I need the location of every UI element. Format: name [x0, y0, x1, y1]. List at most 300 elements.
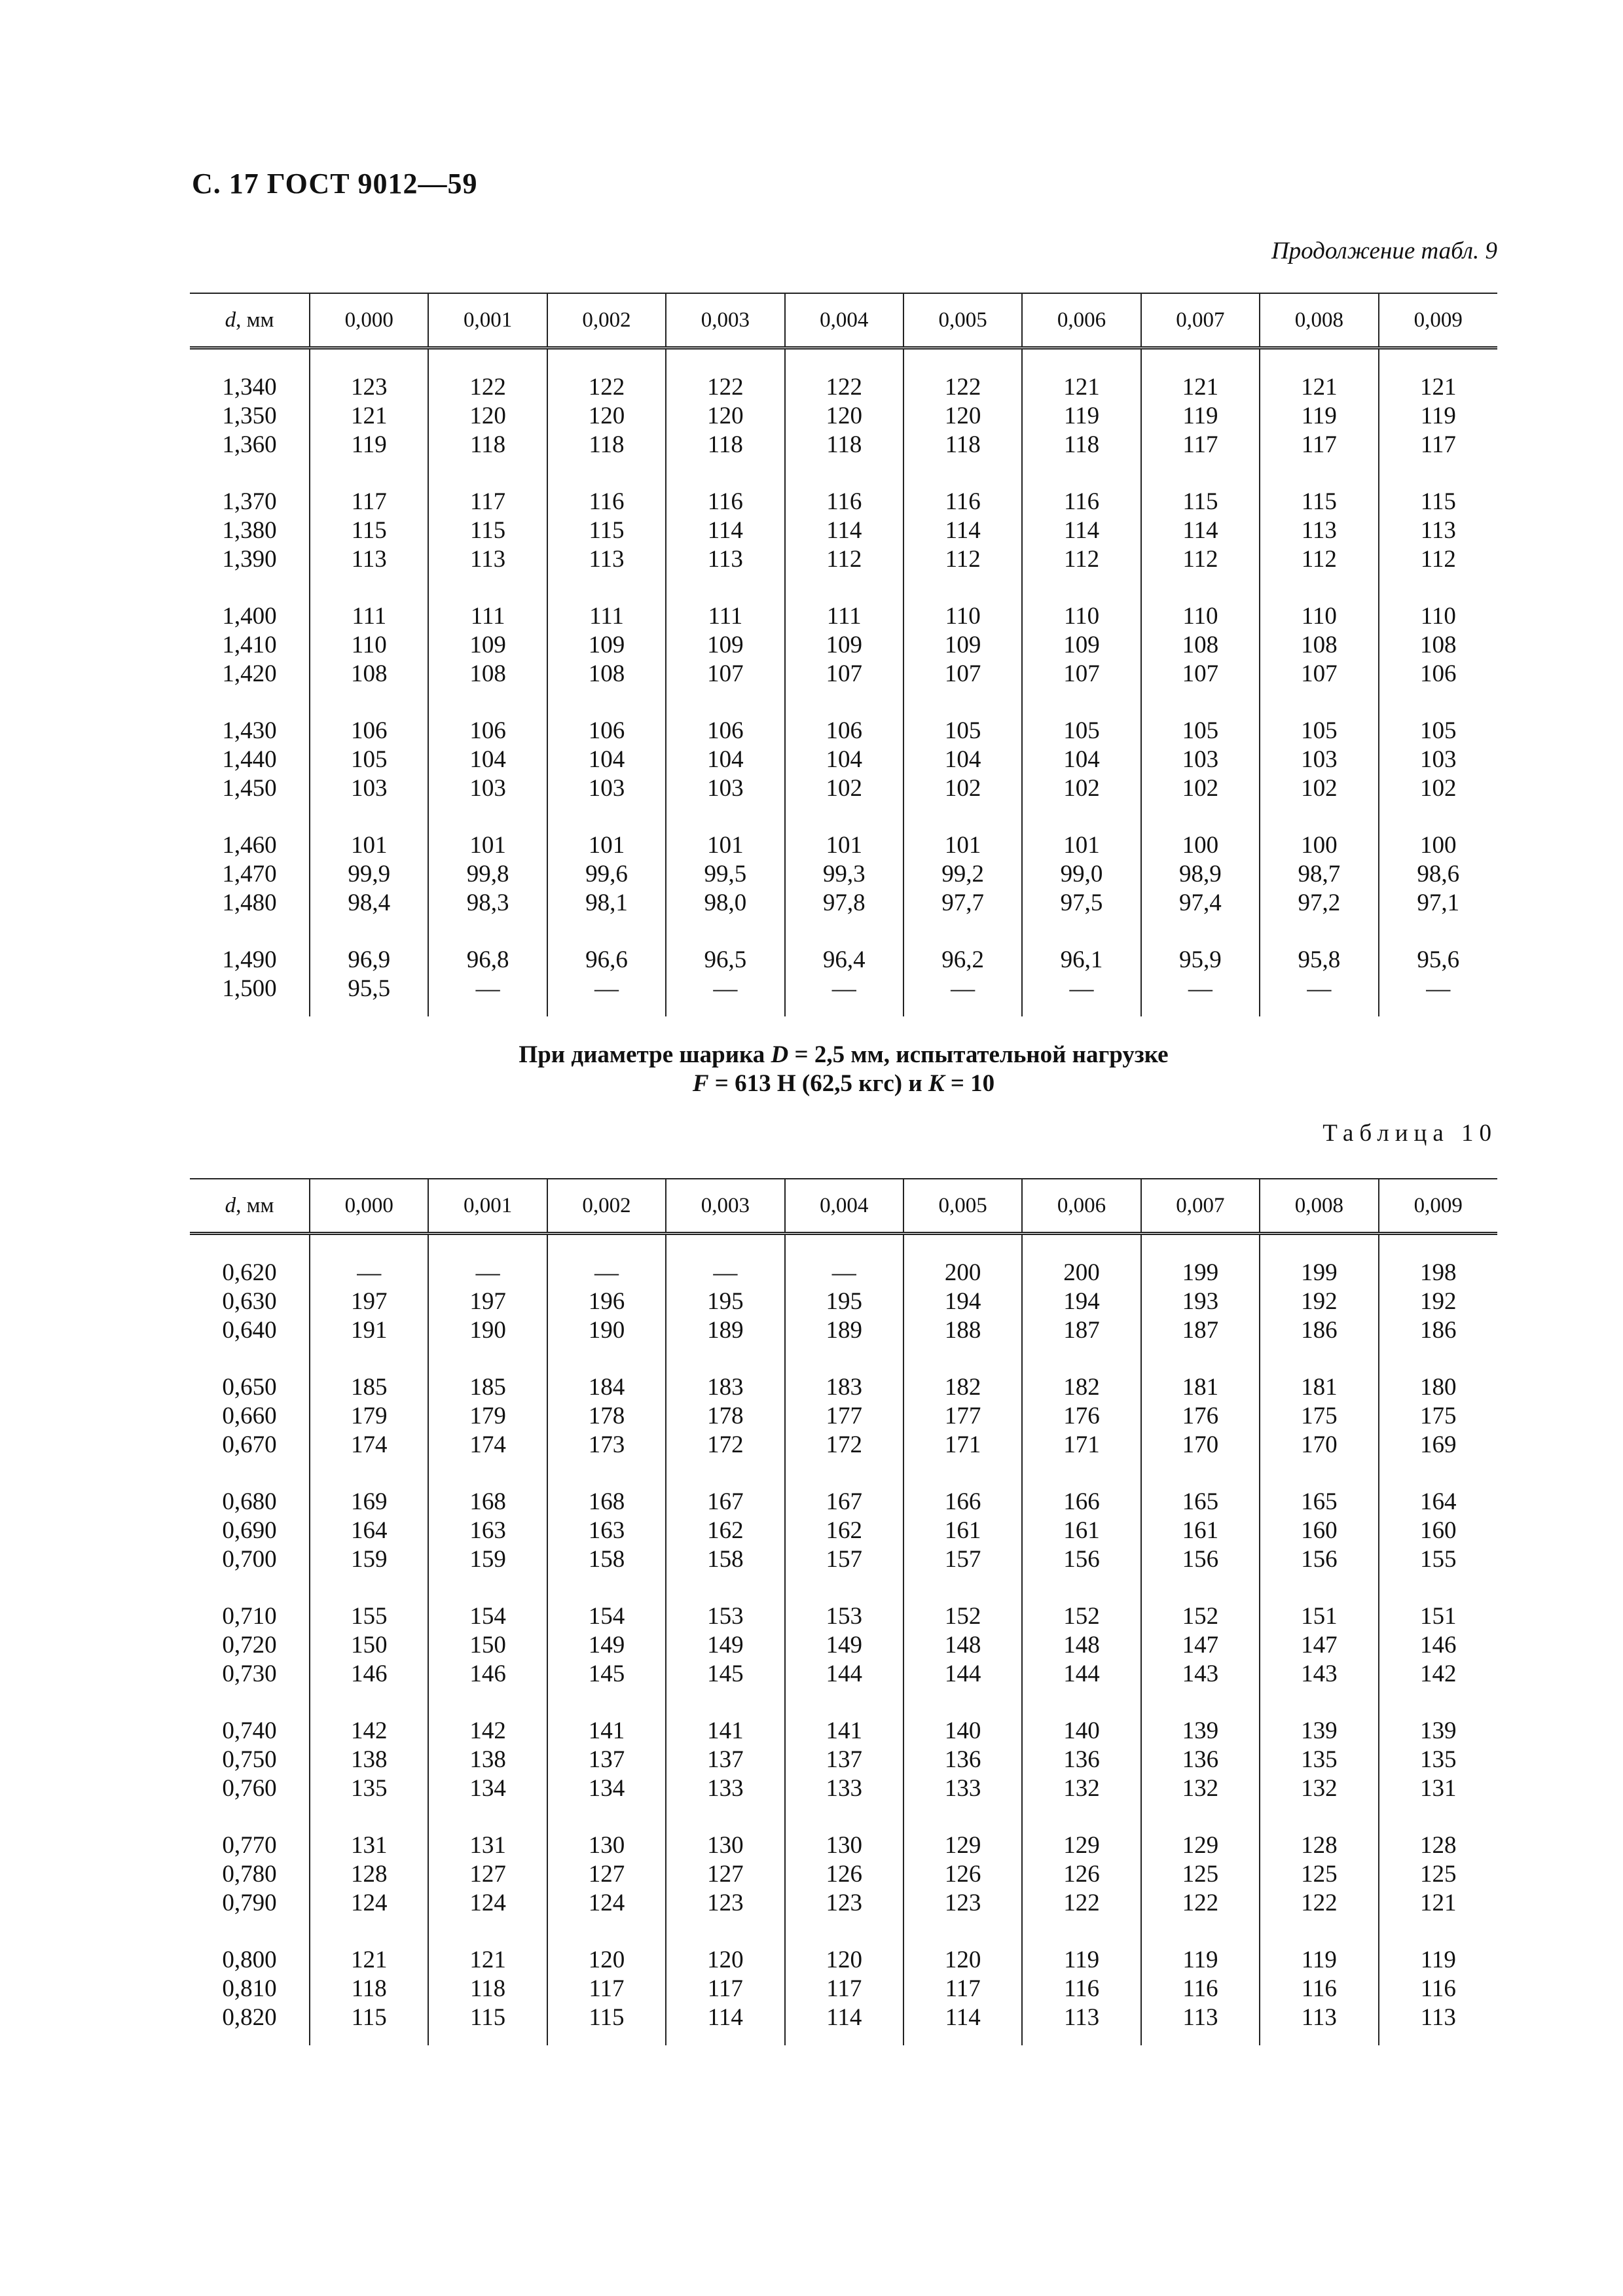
hardness-value: 105: [310, 745, 428, 774]
row-d-value: 1,390: [222, 546, 277, 573]
page-title: С. 17 ГОСТ 9012—59: [192, 168, 478, 200]
hardness-value: —: [785, 975, 903, 1016]
hardness-value: 119: [1260, 1918, 1378, 1975]
hardness-value: 96,5: [666, 918, 784, 975]
hardness-value: 119: [1379, 402, 1497, 431]
hardness-value: 102: [1260, 774, 1378, 803]
hardness-value: 133: [666, 1774, 784, 1803]
hardness-value: 170: [1260, 1431, 1378, 1460]
table-row: [190, 689, 1497, 745]
table-row: [190, 402, 1497, 431]
hardness-value: 111: [547, 574, 666, 631]
column-header: 0,000: [310, 293, 428, 348]
hardness-value: 114: [1141, 516, 1260, 545]
hardness-value: 160: [1379, 1516, 1497, 1545]
hardness-value: —: [547, 975, 666, 1016]
hardness-value: 158: [547, 1545, 666, 1574]
hardness-value: 179: [310, 1402, 428, 1431]
hardness-value: 119: [1141, 402, 1260, 431]
hardness-value: 185: [428, 1345, 547, 1402]
hardness-value: —: [666, 975, 784, 1016]
hardness-value: 131: [1379, 1774, 1497, 1803]
hardness-value: 111: [785, 574, 903, 631]
hardness-value: 163: [547, 1516, 666, 1545]
hardness-value: 105: [1022, 689, 1140, 745]
hardness-value: 180: [1379, 1345, 1497, 1402]
hardness-value: 114: [1022, 516, 1140, 545]
hardness-value: 123: [666, 1889, 784, 1918]
row-d-value: 1,450: [222, 775, 277, 802]
hardness-value: 167: [666, 1460, 784, 1516]
hardness-value: 152: [903, 1574, 1022, 1631]
row-d-value: 1,480: [222, 889, 277, 916]
row-d-value: 0,730: [222, 1660, 277, 1687]
hardness-value: 112: [1141, 545, 1260, 574]
hardness-value: 122: [1141, 1889, 1260, 1918]
hardness-value: 107: [1022, 660, 1140, 689]
hardness-value: 173: [547, 1431, 666, 1460]
hardness-value: 107: [666, 660, 784, 689]
hardness-value: 167: [785, 1460, 903, 1516]
row-d-value: 0,680: [222, 1488, 277, 1515]
row-d-value: 0,740: [222, 1717, 277, 1744]
column-header: 0,007: [1141, 293, 1260, 348]
table-row: [190, 631, 1497, 660]
hardness-value: 109: [666, 631, 784, 660]
hardness-value: 164: [310, 1516, 428, 1545]
hardness-value: 176: [1141, 1402, 1260, 1431]
hardness-value: 101: [1022, 803, 1140, 860]
hardness-value: 118: [785, 431, 903, 459]
hardness-value: 172: [785, 1431, 903, 1460]
hardness-value: 124: [547, 1889, 666, 1918]
table-row: [190, 348, 1497, 403]
hardness-value: 117: [666, 1975, 784, 2003]
hardness-value: 115: [1260, 459, 1378, 516]
hardness-value: 122: [903, 348, 1022, 403]
hardness-value: 191: [310, 1316, 428, 1345]
hardness-value: 122: [428, 348, 547, 403]
row-d-value: 0,780: [222, 1861, 277, 1888]
table-row: [190, 1460, 1497, 1516]
hardness-value: 122: [1022, 1889, 1140, 1918]
hardness-value: 99,5: [666, 860, 784, 889]
hardness-value: 117: [903, 1975, 1022, 2003]
hardness-value: 169: [310, 1460, 428, 1516]
hardness-value: 197: [310, 1287, 428, 1316]
hardness-value: 117: [310, 459, 428, 516]
hardness-value: 111: [428, 574, 547, 631]
d-unit: , мм: [236, 1193, 274, 1217]
table9-body: [190, 348, 1497, 1017]
hardness-value: 114: [903, 516, 1022, 545]
hardness-value: 119: [1022, 1918, 1140, 1975]
hardness-value: 113: [1141, 2003, 1260, 2045]
hardness-value: 108: [1379, 631, 1497, 660]
hardness-value: 199: [1260, 1234, 1378, 1288]
hardness-value: 120: [903, 1918, 1022, 1975]
column-header: 0,005: [903, 1179, 1022, 1234]
hardness-value: 114: [666, 2003, 784, 2045]
row-d-value: 0,710: [222, 1603, 277, 1630]
hardness-value: 113: [1379, 2003, 1497, 2045]
column-header: 0,001: [428, 293, 547, 348]
table9: [190, 293, 1497, 1016]
hardness-value: 117: [547, 1975, 666, 2003]
hardness-value: 121: [1379, 348, 1497, 403]
hardness-value: 143: [1141, 1660, 1260, 1689]
column-header: 0,009: [1379, 293, 1497, 348]
hardness-value: —: [428, 975, 547, 1016]
hardness-value: —: [666, 1234, 784, 1288]
hardness-value: 117: [1141, 431, 1260, 459]
hardness-value: 109: [428, 631, 547, 660]
row-d-value: 0,790: [222, 1890, 277, 1916]
hardness-value: 113: [1260, 516, 1378, 545]
hardness-value: 102: [1379, 774, 1497, 803]
hardness-value: 138: [428, 1746, 547, 1774]
hardness-value: 196: [547, 1287, 666, 1316]
table10-body: [190, 1234, 1497, 2046]
hardness-value: —: [1260, 975, 1378, 1016]
row-d-value: 0,770: [222, 1832, 277, 1859]
table10-caption: Таблица 10: [1322, 1120, 1497, 1147]
hardness-value: 101: [785, 803, 903, 860]
hardness-value: 119: [1022, 402, 1140, 431]
column-header: 0,007: [1141, 1179, 1260, 1234]
column-header: 0,008: [1260, 1179, 1378, 1234]
hardness-value: 130: [547, 1803, 666, 1860]
hardness-value: 105: [1141, 689, 1260, 745]
hardness-value: 104: [428, 745, 547, 774]
column-header: 0,002: [547, 1179, 666, 1234]
hardness-value: 120: [666, 1918, 784, 1975]
hardness-value: 109: [785, 631, 903, 660]
hardness-value: 159: [428, 1545, 547, 1574]
row-d-value: 1,490: [222, 946, 277, 973]
hardness-value: 113: [547, 545, 666, 574]
row-d-value: 0,810: [222, 1975, 277, 2002]
hardness-value: 137: [547, 1746, 666, 1774]
hardness-value: 189: [666, 1316, 784, 1345]
hardness-value: 156: [1260, 1545, 1378, 1574]
hardness-value: 117: [785, 1975, 903, 2003]
hardness-value: 183: [785, 1345, 903, 1402]
hardness-value: 116: [1260, 1975, 1378, 2003]
hardness-value: 194: [1022, 1287, 1140, 1316]
column-header: 0,003: [666, 293, 784, 348]
row-d-value: 1,460: [222, 832, 277, 859]
row-d-value: 1,420: [222, 660, 277, 687]
hardness-value: 112: [1022, 545, 1140, 574]
hardness-value: 115: [428, 2003, 547, 2045]
table-row: [190, 918, 1497, 975]
symbol-f: F: [692, 1070, 709, 1097]
hardness-value: 118: [903, 431, 1022, 459]
row-d-value: 0,660: [222, 1403, 277, 1429]
hardness-value: 151: [1379, 1574, 1497, 1631]
hardness-value: 171: [1022, 1431, 1140, 1460]
hardness-value: 106: [547, 689, 666, 745]
hardness-value: 116: [666, 459, 784, 516]
hardness-value: 121: [1379, 1889, 1497, 1918]
table-row: [190, 516, 1497, 545]
hardness-value: 107: [1141, 660, 1260, 689]
hardness-value: 118: [428, 1975, 547, 2003]
hardness-value: 152: [1141, 1574, 1260, 1631]
column-header: 0,006: [1022, 293, 1140, 348]
table-row: [190, 1287, 1497, 1316]
hardness-value: 105: [1260, 689, 1378, 745]
hardness-value: 143: [1260, 1660, 1378, 1689]
row-d-value: 1,400: [222, 603, 277, 630]
hardness-value: 156: [1141, 1545, 1260, 1574]
hardness-value: 117: [428, 459, 547, 516]
condition-line-2: [190, 1069, 1497, 1098]
hardness-value: 136: [1022, 1746, 1140, 1774]
hardness-value: 110: [1141, 574, 1260, 631]
row-d-value: 0,620: [222, 1259, 277, 1286]
hardness-value: 103: [1141, 745, 1260, 774]
hardness-value: 139: [1379, 1689, 1497, 1746]
hardness-value: 102: [785, 774, 903, 803]
column-header: 0,004: [785, 293, 903, 348]
hardness-value: 126: [785, 1860, 903, 1889]
hardness-value: 95,8: [1260, 918, 1378, 975]
hardness-value: 101: [428, 803, 547, 860]
table-row: [190, 2003, 1497, 2045]
hardness-value: 161: [1141, 1516, 1260, 1545]
hardness-value: —: [428, 1234, 547, 1288]
hardness-value: 98,3: [428, 889, 547, 918]
hardness-value: 108: [1260, 631, 1378, 660]
hardness-value: 99,0: [1022, 860, 1140, 889]
hardness-value: 101: [903, 803, 1022, 860]
table-row: [190, 1431, 1497, 1460]
d-symbol: d: [225, 1193, 236, 1217]
hardness-value: 165: [1260, 1460, 1378, 1516]
hardness-value: —: [547, 1234, 666, 1288]
column-header: 0,002: [547, 293, 666, 348]
row-d-value: 0,720: [222, 1632, 277, 1659]
hardness-value: 184: [547, 1345, 666, 1402]
hardness-value: 194: [903, 1287, 1022, 1316]
hardness-value: 120: [785, 1918, 903, 1975]
hardness-value: 195: [785, 1287, 903, 1316]
hardness-value: 156: [1022, 1545, 1140, 1574]
hardness-value: 121: [310, 1918, 428, 1975]
hardness-value: 124: [310, 1889, 428, 1918]
hardness-value: 169: [1379, 1431, 1497, 1460]
hardness-value: 103: [547, 774, 666, 803]
hardness-value: 103: [1260, 745, 1378, 774]
hardness-value: 95,9: [1141, 918, 1260, 975]
hardness-value: 129: [903, 1803, 1022, 1860]
hardness-value: 185: [310, 1345, 428, 1402]
row-d-value: 1,340: [222, 374, 277, 401]
hardness-value: 148: [903, 1631, 1022, 1660]
hardness-value: 144: [785, 1660, 903, 1689]
hardness-value: 114: [903, 2003, 1022, 2045]
hardness-value: 189: [785, 1316, 903, 1345]
row-d-value: 1,430: [222, 717, 277, 744]
hardness-value: 115: [310, 2003, 428, 2045]
column-header: 0,006: [1022, 1179, 1140, 1234]
hardness-value: 113: [666, 545, 784, 574]
hardness-value: 192: [1260, 1287, 1378, 1316]
hardness-value: 116: [547, 459, 666, 516]
hardness-value: 106: [785, 689, 903, 745]
hardness-value: 165: [1141, 1460, 1260, 1516]
hardness-value: 118: [310, 1975, 428, 2003]
hardness-value: 97,2: [1260, 889, 1378, 918]
hardness-value: —: [1141, 975, 1260, 1016]
hardness-value: 118: [1022, 431, 1140, 459]
hardness-value: 117: [1260, 431, 1378, 459]
hardness-value: 186: [1260, 1316, 1378, 1345]
hardness-value: 129: [1022, 1803, 1140, 1860]
hardness-value: 150: [428, 1631, 547, 1660]
hardness-value: 177: [785, 1402, 903, 1431]
hardness-value: 141: [785, 1689, 903, 1746]
hardness-value: 98,1: [547, 889, 666, 918]
hardness-value: 122: [785, 348, 903, 403]
table-row: [190, 1234, 1497, 1288]
hardness-value: 102: [903, 774, 1022, 803]
table-row: [190, 860, 1497, 889]
hardness-value: 98,4: [310, 889, 428, 918]
hardness-value: 104: [1022, 745, 1140, 774]
hardness-value: 142: [1379, 1660, 1497, 1689]
hardness-value: 122: [547, 348, 666, 403]
hardness-value: 107: [785, 660, 903, 689]
hardness-value: 102: [1022, 774, 1140, 803]
hardness-value: 115: [1379, 459, 1497, 516]
hardness-value: 127: [428, 1860, 547, 1889]
hardness-value: 171: [903, 1431, 1022, 1460]
hardness-value: 162: [785, 1516, 903, 1545]
hardness-value: 112: [1260, 545, 1378, 574]
hardness-value: 166: [1022, 1460, 1140, 1516]
row-d-value: 0,670: [222, 1431, 277, 1458]
hardness-value: 128: [1260, 1803, 1378, 1860]
hardness-value: 125: [1379, 1860, 1497, 1889]
hardness-value: 121: [1022, 348, 1140, 403]
hardness-value: 115: [428, 516, 547, 545]
column-header: 0,000: [310, 1179, 428, 1234]
table-row: [190, 1660, 1497, 1689]
hardness-value: 137: [785, 1746, 903, 1774]
table-row: [190, 1975, 1497, 2003]
table-row: [190, 1516, 1497, 1545]
hardness-value: 190: [428, 1316, 547, 1345]
hardness-value: 112: [903, 545, 1022, 574]
hardness-value: 163: [428, 1516, 547, 1545]
table-row: [190, 1574, 1497, 1631]
table-row: [190, 975, 1497, 1016]
hardness-value: 123: [310, 348, 428, 403]
hardness-value: 157: [903, 1545, 1022, 1574]
hardness-value: 118: [666, 431, 784, 459]
hardness-value: 147: [1141, 1631, 1260, 1660]
hardness-value: 133: [903, 1774, 1022, 1803]
hardness-value: 112: [1379, 545, 1497, 574]
hardness-value: 131: [428, 1803, 547, 1860]
row-d-value: 0,750: [222, 1746, 277, 1773]
hardness-value: 124: [428, 1889, 547, 1918]
hardness-value: 116: [1022, 459, 1140, 516]
hardness-value: 149: [785, 1631, 903, 1660]
hardness-value: 152: [1022, 1574, 1140, 1631]
column-header: 0,004: [785, 1179, 903, 1234]
hardness-value: 96,4: [785, 918, 903, 975]
hardness-value: 129: [1141, 1803, 1260, 1860]
hardness-value: 110: [1260, 574, 1378, 631]
hardness-value: 154: [547, 1574, 666, 1631]
row-d-value: 1,380: [222, 517, 277, 544]
hardness-value: 120: [547, 402, 666, 431]
hardness-value: 126: [903, 1860, 1022, 1889]
hardness-value: 197: [428, 1287, 547, 1316]
hardness-value: 110: [1022, 574, 1140, 631]
hardness-value: —: [310, 1234, 428, 1288]
hardness-value: 166: [903, 1460, 1022, 1516]
row-d-value: 0,640: [222, 1317, 277, 1344]
table-row: [190, 1545, 1497, 1574]
hardness-value: 98,0: [666, 889, 784, 918]
hardness-value: 127: [666, 1860, 784, 1889]
hardness-value: 99,9: [310, 860, 428, 889]
hardness-value: 123: [785, 1889, 903, 1918]
table-row: [190, 745, 1497, 774]
hardness-value: 192: [1379, 1287, 1497, 1316]
table-row: [190, 1345, 1497, 1402]
hardness-value: 187: [1022, 1316, 1140, 1345]
hardness-value: 193: [1141, 1287, 1260, 1316]
hardness-value: 145: [547, 1660, 666, 1689]
hardness-value: —: [1022, 975, 1140, 1016]
hardness-value: 128: [1379, 1803, 1497, 1860]
hardness-value: 109: [903, 631, 1022, 660]
symbol-k: K: [928, 1070, 945, 1097]
column-header: 0,001: [428, 1179, 547, 1234]
column-header: 0,003: [666, 1179, 784, 1234]
hardness-value: 141: [666, 1689, 784, 1746]
hardness-value: 147: [1260, 1631, 1378, 1660]
hardness-value: 107: [1260, 660, 1378, 689]
hardness-value: 122: [1260, 1889, 1378, 1918]
hardness-value: 109: [1022, 631, 1140, 660]
hardness-value: 133: [785, 1774, 903, 1803]
hardness-value: 122: [666, 348, 784, 403]
row-d-value: 1,470: [222, 861, 277, 888]
hardness-value: 127: [547, 1860, 666, 1889]
hardness-value: 103: [1379, 745, 1497, 774]
hardness-value: 105: [1379, 689, 1497, 745]
hardness-value: 106: [428, 689, 547, 745]
table-row: [190, 431, 1497, 459]
hardness-value: 103: [428, 774, 547, 803]
table-row: [190, 1746, 1497, 1774]
column-header: 0,009: [1379, 1179, 1497, 1234]
hardness-value: 123: [903, 1889, 1022, 1918]
hardness-value: 119: [1379, 1918, 1497, 1975]
hardness-value: 111: [310, 574, 428, 631]
hardness-value: 108: [1141, 631, 1260, 660]
hardness-value: 136: [903, 1746, 1022, 1774]
column-header: 0,008: [1260, 293, 1378, 348]
hardness-value: 96,2: [903, 918, 1022, 975]
